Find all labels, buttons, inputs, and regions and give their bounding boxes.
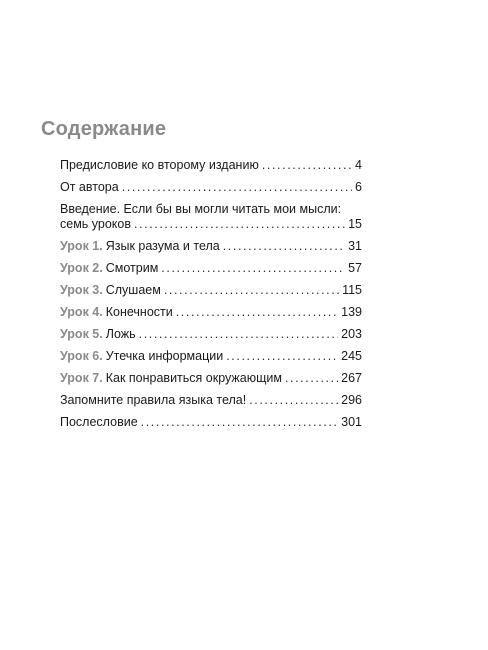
toc-lesson-number: Урок 5.	[60, 327, 103, 341]
toc-entry-lesson-7[interactable]	[60, 371, 362, 386]
dot-leader	[141, 415, 338, 430]
toc-entry-preface-second-edition[interactable]	[60, 158, 362, 173]
toc-entry-lesson-1[interactable]	[60, 239, 362, 254]
toc-lesson-number: Урок 3.	[60, 283, 103, 297]
dot-leader	[161, 261, 345, 276]
toc-entry-lesson-6[interactable]	[60, 349, 362, 364]
toc-entry-lesson-4[interactable]	[60, 305, 362, 320]
toc-page-number: 57	[348, 261, 362, 275]
toc-entry-label: Послесловие	[60, 415, 138, 429]
toc-entry-label: Как понравиться окружающим	[105, 371, 282, 385]
table-of-contents	[60, 158, 362, 437]
dot-leader	[139, 327, 339, 342]
dot-leader	[223, 239, 345, 254]
toc-entry-label: Слушаем	[105, 283, 161, 297]
toc-page-number: 115	[342, 283, 362, 297]
toc-entry-label-line1: Введение. Если бы вы могли читать мои мысли:	[60, 202, 342, 216]
toc-page-number: 139	[341, 305, 362, 319]
toc-page-number: 6	[355, 180, 362, 194]
toc-page-number: 301	[341, 415, 362, 429]
dot-leader	[226, 349, 338, 364]
toc-entry-afterword[interactable]	[60, 415, 362, 430]
toc-entry-label: Конечности	[105, 305, 173, 319]
toc-entry-lesson-5[interactable]	[60, 327, 362, 342]
dot-leader	[249, 393, 338, 408]
toc-lesson-number: Урок 1.	[60, 239, 103, 253]
toc-entry-label: Утечка информации	[105, 349, 224, 363]
toc-entry-label: Предисловие ко второму изданию	[60, 158, 259, 172]
dot-leader	[134, 217, 345, 232]
toc-page-number: 31	[348, 239, 362, 253]
toc-entry-introduction[interactable]	[60, 202, 362, 232]
dot-leader	[285, 371, 338, 386]
toc-page-number: 245	[341, 349, 362, 363]
toc-entry-label: Язык разума и тела	[105, 239, 220, 253]
toc-entry-label: Смотрим	[105, 261, 159, 275]
toc-entry-label: Ложь	[105, 327, 136, 341]
toc-lesson-number: Урок 6.	[60, 349, 103, 363]
toc-lesson-number: Урок 2.	[60, 261, 103, 275]
toc-page-number: 296	[341, 393, 362, 407]
toc-entry-body-language-rules[interactable]	[60, 393, 362, 408]
toc-page-number: 15	[348, 217, 362, 231]
toc-lesson-number: Урок 4.	[60, 305, 103, 319]
toc-page-number: 267	[341, 371, 362, 385]
toc-entry-label: Запомните правила языка тела!	[60, 393, 247, 407]
dot-leader	[176, 305, 338, 320]
toc-entry-label: семь уроков	[60, 217, 131, 231]
toc-page-number: 203	[341, 327, 362, 341]
toc-lesson-number: Урок 7.	[60, 371, 103, 385]
dot-leader	[122, 180, 352, 195]
toc-page-number: 4	[355, 158, 362, 172]
page-title: Содержание	[41, 118, 167, 140]
dot-leader	[262, 158, 352, 173]
toc-entry-lesson-2[interactable]	[60, 261, 362, 276]
toc-entry-line2	[60, 217, 362, 232]
toc-entry-from-author[interactable]	[60, 180, 362, 195]
toc-entry-lesson-3[interactable]	[60, 283, 362, 298]
toc-entry-label: От автора	[60, 180, 119, 194]
dot-leader	[164, 283, 339, 298]
